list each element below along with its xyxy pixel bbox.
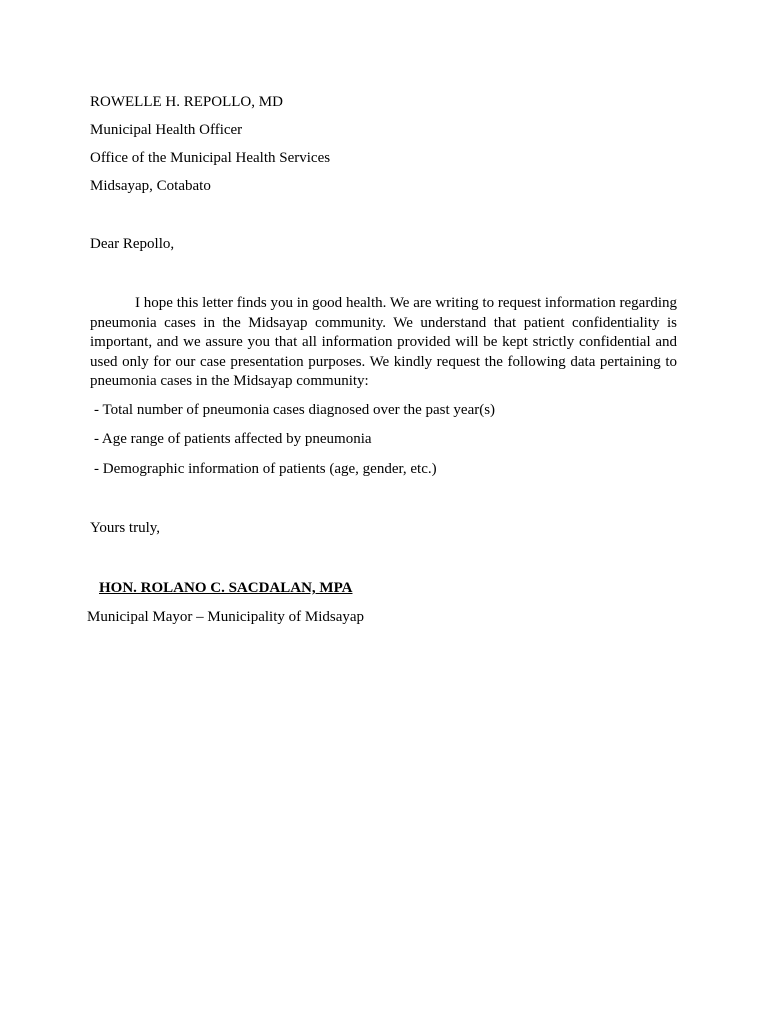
closing: Yours truly, xyxy=(90,520,161,536)
request-item: - Demographic information of patients (age, gender, etc.) xyxy=(94,461,437,477)
request-item: - Total number of pneumonia cases diagnosed over the past year(s) xyxy=(94,402,496,418)
signatory-position: Municipal Mayor – Municipality of Midsayap xyxy=(87,609,365,625)
salutation: Dear Repollo, xyxy=(90,236,175,252)
request-item: - Age range of patients affected by pneumonia xyxy=(94,431,372,447)
signatory-name: HON. ROLANO C. SACDALAN, MPA xyxy=(99,580,353,596)
letter-body: I hope this letter finds you in good health. We are writing to request information regarding pneumonia cases in the Midsayap community. We understand that patient confidentiality is important, and we assure you that all information provided will be kept strictly confidential and used only for our case presentation purposes. We kindly request the following data pertaining to pneumonia cases in the Midsayap community: xyxy=(90,295,677,389)
recipient-title: Municipal Health Officer xyxy=(90,122,243,138)
recipient-name: ROWELLE H. REPOLLO, MD xyxy=(90,94,283,110)
recipient-office: Office of the Municipal Health Services xyxy=(90,150,331,166)
recipient-location: Midsayap, Cotabato xyxy=(90,178,211,194)
